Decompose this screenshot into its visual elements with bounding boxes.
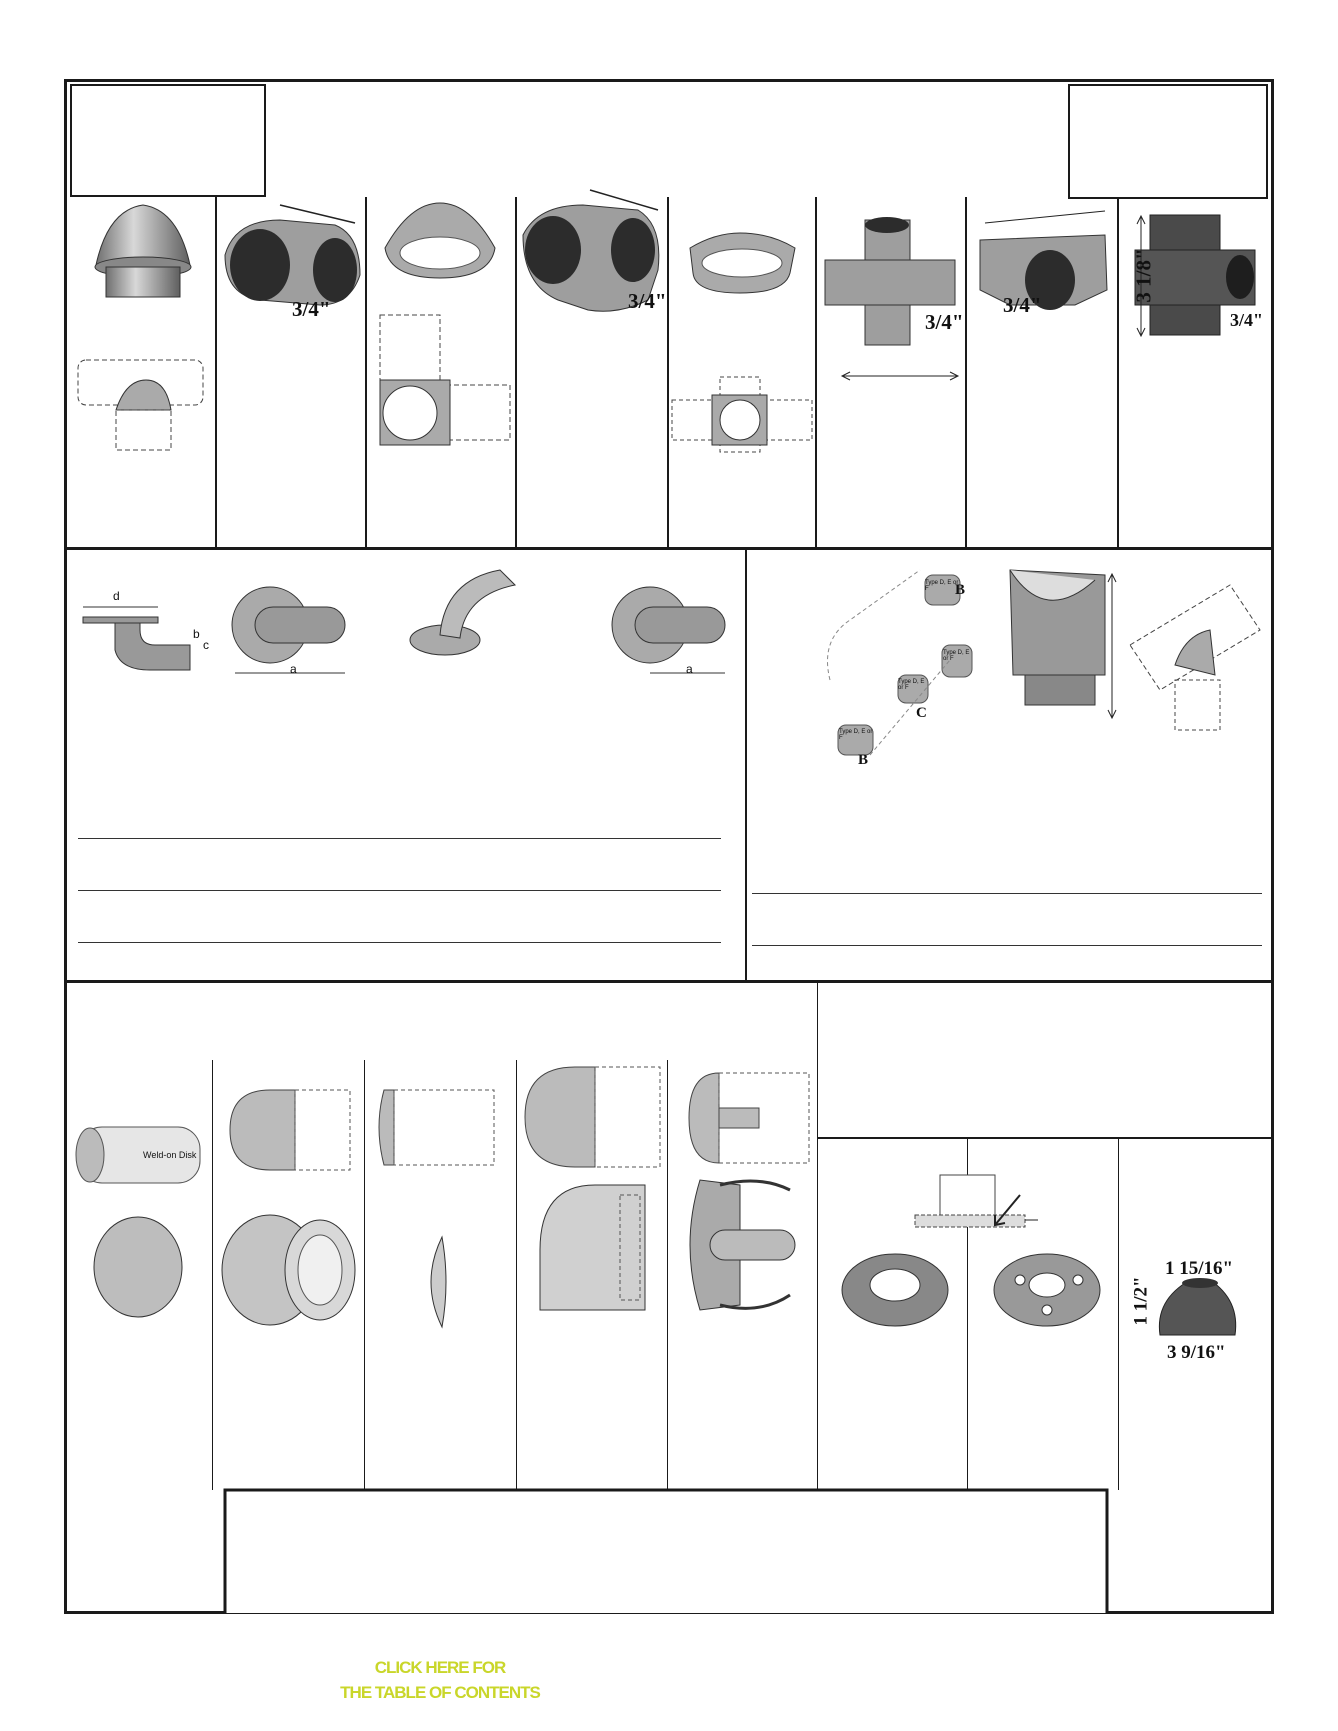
spring-cap-diagram [684, 1068, 814, 1168]
weld-on-disk-label: Weld-on Disk [143, 1150, 197, 1160]
dome-cap-diagram [225, 1085, 355, 1175]
side-saddle-diagram [375, 315, 515, 455]
toc-line-1: CLICK HERE FOR [374, 1658, 506, 1677]
rail-type-diagram [810, 560, 1010, 780]
label-d: d [113, 589, 120, 603]
side-saddle-photo [380, 203, 500, 283]
label-a-1: a [290, 662, 297, 676]
collar-photo [1150, 1275, 1245, 1340]
arrow-to-flange [990, 1190, 1030, 1230]
collar-bottom-dimension: 3 9/16" [1167, 1342, 1226, 1363]
saddle-fitting-photo [88, 205, 198, 305]
label-b: b [193, 627, 200, 641]
drive-in-dome-diagram [520, 1062, 665, 1172]
elbow-dimension: 3/4" [292, 297, 331, 321]
label-B-top: B [955, 582, 966, 598]
three-way-dimension: 3/4" [628, 289, 667, 313]
three-hole-flange-photo [990, 1245, 1105, 1330]
side-outlet-height: 3 1/8" [1131, 248, 1156, 303]
tee-dimension: 3/4" [1003, 293, 1042, 317]
label-C: C [916, 705, 927, 721]
collar-top-dimension: 1 15/16" [1165, 1258, 1234, 1279]
collar-left-dimension: 1 1/2" [1130, 1276, 1152, 1326]
side-outlet-dimension: 3/4" [1230, 310, 1263, 330]
combination-saddle-diagram [670, 375, 815, 455]
label-a-2: a [686, 662, 693, 676]
cross-dimension: 3/4" [925, 310, 964, 334]
drive-in-dome-photo [535, 1180, 650, 1315]
spring-cap-photo [680, 1175, 805, 1315]
label-type-3: Type D, E or F [943, 650, 970, 662]
table-of-contents-link[interactable] [270, 1655, 610, 1705]
saddle-fitting-diagram [76, 355, 206, 455]
toc-line-2: THE TABLE OF CONTENTS [340, 1683, 540, 1702]
label-type-4: Type D, E or F [839, 729, 873, 741]
angled-saddle-diagram [1125, 575, 1265, 735]
combination-saddle-photo [685, 228, 800, 298]
angled-saddle-photo [1005, 565, 1115, 720]
label-type-2: Type D, E or F [898, 679, 925, 691]
ring-flange-photo [838, 1245, 953, 1330]
dome-cap-photo [220, 1210, 360, 1330]
weld-on-disk-photo [88, 1215, 188, 1320]
cross-width-arrow [840, 370, 960, 382]
flange-top-view-diagram-2 [610, 585, 730, 680]
flat-cap-photo [420, 1235, 450, 1330]
label-B-bottom: B [858, 752, 869, 768]
label-type-1: Type D, E or F [925, 580, 959, 592]
tee-fitting-photo [975, 205, 1115, 315]
angled-saddle-height-arrow [1106, 572, 1118, 720]
label-c: c [203, 638, 209, 652]
flanged-bend-photo [405, 560, 525, 660]
flat-cap-diagram [372, 1085, 497, 1170]
